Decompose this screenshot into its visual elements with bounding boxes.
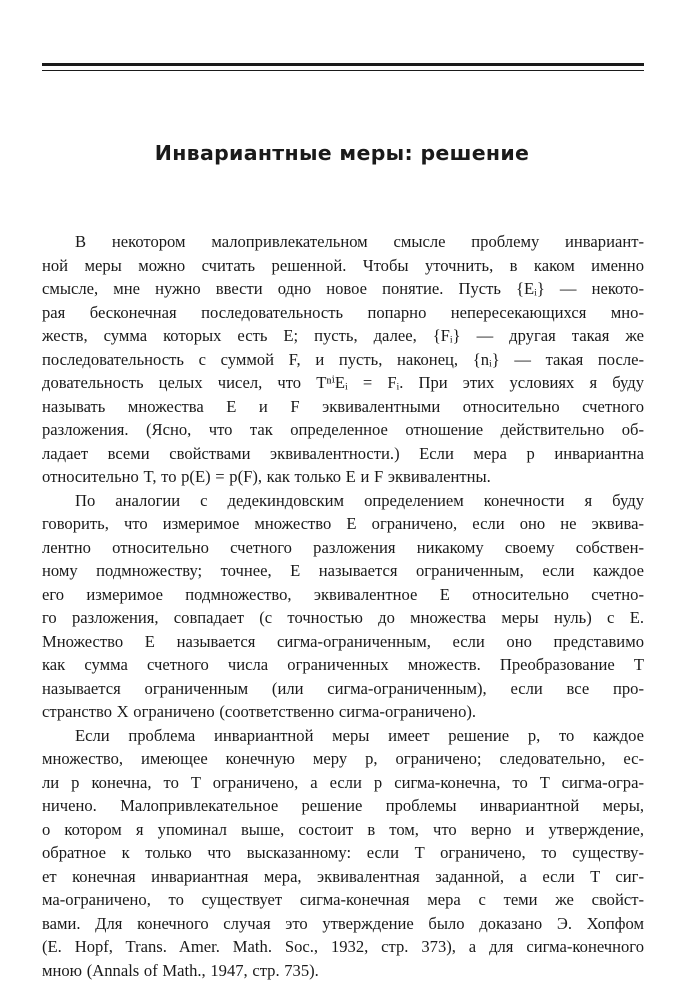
text-line: Множество E называется сигма-ограниченным, если оно представимо xyxy=(42,631,644,651)
text-line: обратное к только что высказанному: если T ограничено, то существу- xyxy=(42,843,644,862)
page-title: Инвариантные меры: решение xyxy=(154,141,530,165)
text-line: разложения. (Ясно, что так определенное отношение действительно об- xyxy=(42,420,644,439)
body-text xyxy=(42,230,644,982)
paragraph-1 xyxy=(42,230,644,489)
text-line: называется ограниченным (или сигма-ограниченным), если все про- xyxy=(42,678,644,698)
text-line: довательность целых чисел, что TⁿⁱEᵢ = Fᵢ. При этих условиях я буду xyxy=(42,373,644,392)
text-line: как сумма счетного числа ограниченных множеств. Преобразование T xyxy=(42,655,644,674)
text-line: последовательность с суммой F, и пусть, наконец, {nᵢ} — такая после- xyxy=(42,349,644,369)
text-line: ет конечная инвариантная мера, эквивалентная заданной, а если T сиг- xyxy=(42,866,644,886)
text-line: его измеримое подмножество, эквивалентное E относительно счетно- xyxy=(42,584,644,604)
text-line: множество, имеющее конечную меру p, ограничено; следовательно, ес- xyxy=(42,749,644,768)
header-rule-thin xyxy=(42,70,644,71)
text-line: называть множества E и F эквивалентными относительно счетного xyxy=(42,396,644,416)
text-line: о котором я упоминал выше, состоит в том, что верно и утверждение, xyxy=(42,819,644,839)
text-line: рая бесконечная последовательность попарно непересекающихся мно- xyxy=(42,302,644,322)
text-line: говорить, что измеримое множество E ограничено, если оно не эквива- xyxy=(42,514,644,533)
text-line: ничено. Малопривлекательное решение проблемы инвариантной меры, xyxy=(42,796,644,815)
header-rule-thick xyxy=(42,63,644,66)
text-line: лентно относительно счетного разложения никакому своему собствен- xyxy=(42,537,644,557)
text-line: По аналогии с дедекиндовским определением конечности я буду xyxy=(75,490,644,510)
paragraph-2 xyxy=(42,489,644,724)
text-line: В некотором малопривлекательном смысле проблему инвариант- xyxy=(75,232,644,251)
text-line: Если проблема инвариантной меры имеет решение p, то каждое xyxy=(75,725,644,745)
text-line: ладает всеми свойствами эквивалентности.) Если мера p инвариантна xyxy=(42,443,644,463)
text-line: ли p конечна, то T ограничено, а если p сигма-конечна, то T сигма-огра- xyxy=(42,772,644,792)
text-line: мною (Annals of Math., 1947, стр. 735). xyxy=(42,960,319,980)
text-line: жеств, сумма которых есть E; пусть, далее, {Fᵢ} — другая такая же xyxy=(42,326,644,345)
text-line: (E. Hopf, Trans. Amer. Math. Soc., 1932, стр. 373), а для сигма-конечного xyxy=(42,937,644,956)
text-line: смысле, мне нужно ввести одно новое понятие. Пусть {Eᵢ} — некото- xyxy=(42,279,644,298)
text-line: вами. Для конечного случая это утверждение было доказано Э. Хопфом xyxy=(42,913,644,933)
text-line: го разложения, совпадает (с точностью до множества меры нуль) с E. xyxy=(42,608,644,627)
text-line: относительно T, то p(E) = p(F), как только E и F эквивалентны. xyxy=(42,467,491,486)
text-line: странство X ограничено (соответственно сигма-ограничено). xyxy=(42,702,477,721)
paragraph-3 xyxy=(42,724,644,983)
text-line: ма-ограничено, то существует сигма-конечная мера с теми же свойст- xyxy=(42,890,644,909)
text-line: ному подмножеству; точнее, E называется ограниченным, если каждое xyxy=(42,561,644,580)
text-line: ной меры можно считать решенной. Чтобы уточнить, в каком именно xyxy=(42,255,644,275)
